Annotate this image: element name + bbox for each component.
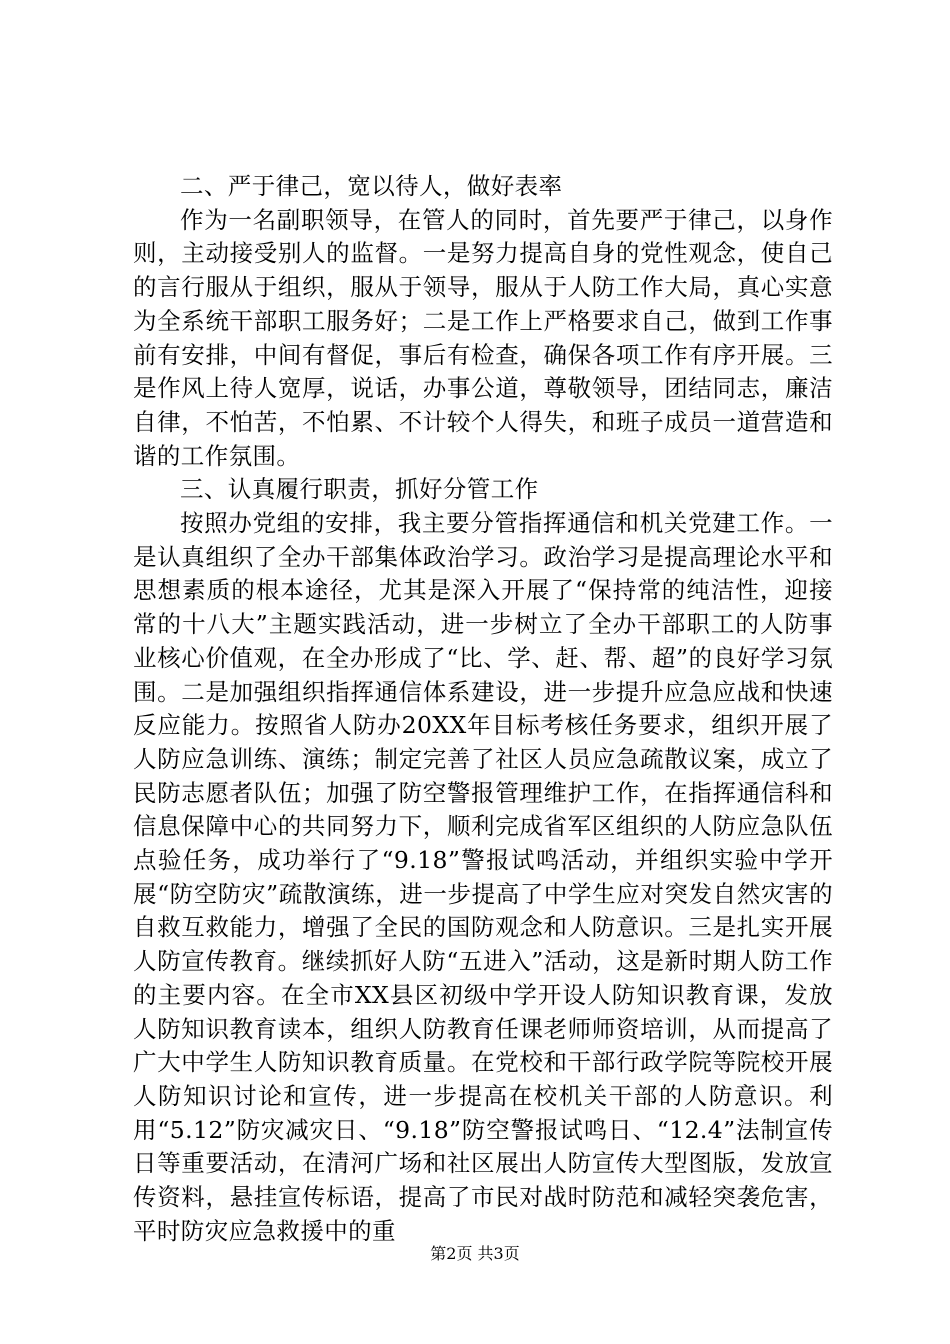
section-paragraph-2: 作为一名副职领导，在管人的同时，首先要严于律己，以身作则，主动接受别人的监督。一是努力提高自身的党性观念，使自己的言行服从于组织，服从于领导，服从于人防工作大局，真心实意为全系统干部职工服务好；二是工作上严格要求自己，做到工作事前有安排，中间有督促，事后有检查，确保各项工作有序开展。三是作风上待人宽厚，说话，办事公道，尊敬领导，团结同志，廉洁自律，不怕苦，不怕累、不计较个人得失，和班子成员一道营造和谐的工作氛围。 xyxy=(133,205,833,470)
section-heading-3: 三、认真履行职责，抓好分管工作 xyxy=(180,475,539,504)
section-paragraph-3: 按照办党组的安排，我主要分管指挥通信和机关党建工作。一是认真组织了全办干部集体政治学习。政治学习是提高理论水平和思想素质的根本途径，尤其是深入开展了“保持常的纯洁性，迎接常的十八大”主题实践活动，进一步树立了全办干部职工的人防事业核心价值观，在全办形成了“比、学、赶、帮、超”的良好学习氛围。二是加强组织指挥通信体系建设，进一步提升应急应战和快速反应能力。按照省人防办20XX年目标考核任务要求，组织开展了人防应急训练、演练；制定完善了社区人员应急疏散议案，成立了民防志愿者队伍；加强了防空警报管理维护工作，在指挥通信科和信息保障中心的共同努力下，顺利完成省军区组织的人防应急队伍点验任务，成功举行了“9.18”警报试鸣活动，并组织实验中学开展“防空防灾”疏散演练，进一步提高了中学生应对突发自然灾害的自救互救能力，增强了全民的国防观念和人防意识。三是扎实开展人防宣传教育。继续抓好人防“五进入”活动，这是新时期人防工作的主要内容。在全市XX县区初级中学开设人防知识教育课，发放人防知识教育读本，组织人防教育任课老师师资培训，从而提高了广大中学生人防知识教育质量。在党校和干部行政学院等院校开展人防知识讨论和宣传，进一步提高在校机关干部的人防意识。利用“5.12”防灾减灾日、“9.18”防空警报试鸣日、“12.4”法制宣传日等重要活动，在清河广场和社区展出人防宣传大型图版，发放宣传资料，悬挂宣传标语，提高了市民对战时防范和减轻突袭危害，平时防灾应急救援中的重 xyxy=(133,509,833,1245)
document-body xyxy=(133,170,833,1249)
page-number-footer: 第2页 共3页 xyxy=(430,1244,520,1263)
section-heading-2: 二、严于律己，宽以待人，做好表率 xyxy=(180,172,563,200)
